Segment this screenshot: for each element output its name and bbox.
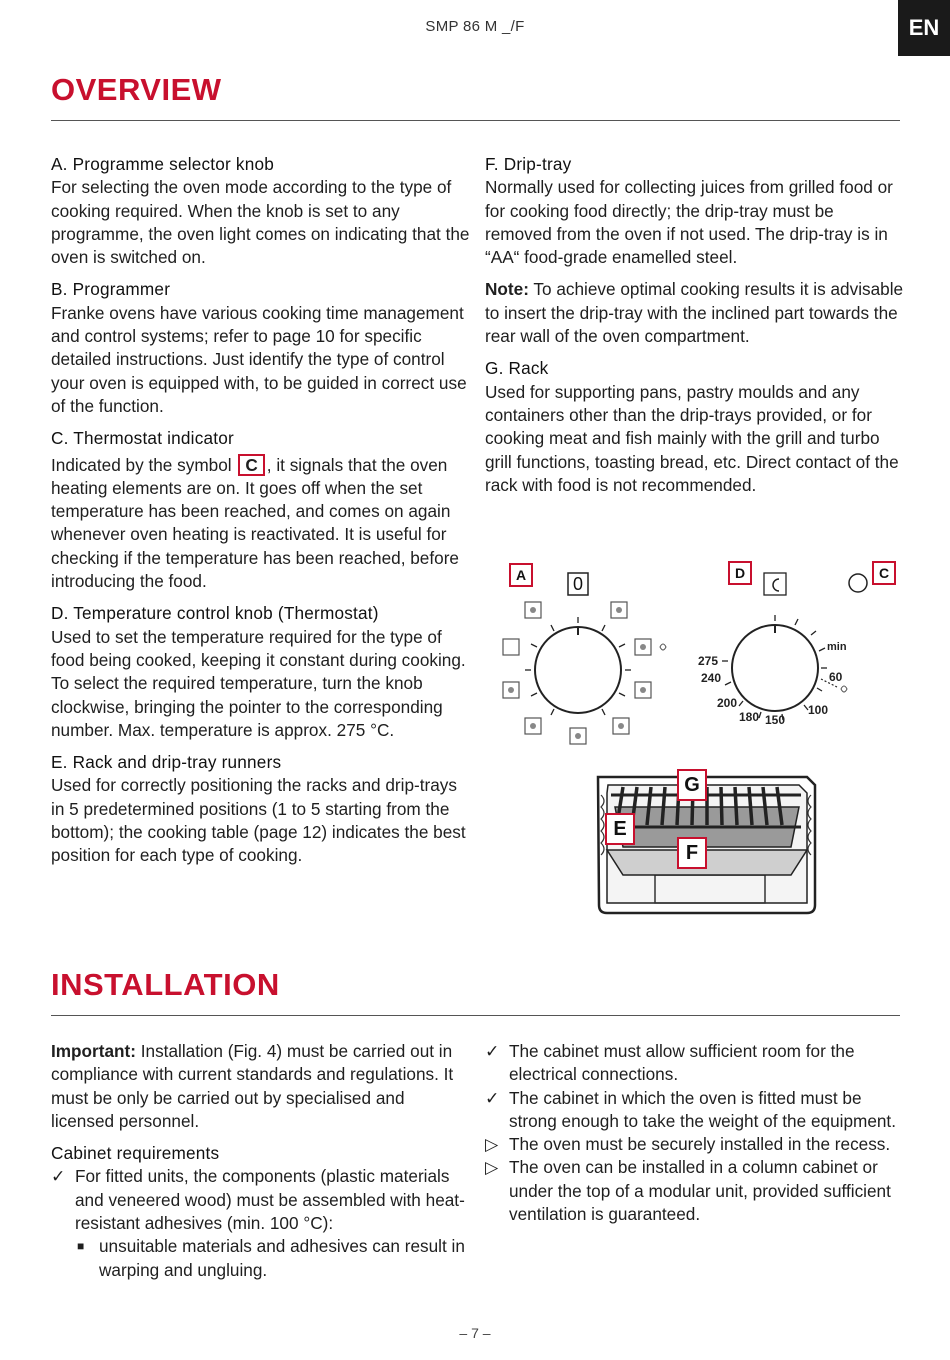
installation-left-column — [51, 1040, 471, 1282]
check-icon: ✓ — [485, 1041, 500, 1061]
important-text: Installation (Fig. 4) must be carried out in compliance with current standards and regulations. It must be only be carried out by specialised and licensed personnel. — [51, 1041, 454, 1131]
section-c-title: C. Thermostat indicator — [51, 428, 234, 449]
temp-275: 275 — [698, 654, 719, 668]
section-f-text: Normally used for collecting juices from grilled food or for cooking food directly; the drip-tray must be removed from the oven if not used. The drip-tray is in “AA“ food-grade enamelled steel. — [485, 177, 893, 268]
section-d-text: Used to set the temperature required for the type of food being cooked, keeping it constant during cooking. To select the required temperature, turn the knob clockwise, bringing the pointer to the corresponding number. Max. temperature is approx. 275 °C. — [51, 626, 466, 740]
note — [485, 278, 905, 348]
overview-title: OVERVIEW — [51, 72, 222, 107]
list-item — [51, 1165, 471, 1235]
installation-rule — [51, 1015, 900, 1016]
temp-100: 100 — [808, 703, 829, 717]
label-a: A — [509, 563, 533, 587]
temp-min: min — [827, 641, 847, 653]
overview-rule — [51, 120, 900, 121]
section-c — [51, 427, 471, 593]
cabinet-heading-block — [51, 1142, 471, 1165]
installation-right-column — [485, 1040, 905, 1226]
list-item — [485, 1133, 905, 1156]
section-g-title: G. Rack — [485, 358, 549, 379]
check-icon: ✓ — [51, 1166, 66, 1187]
section-d-title: D. Temperature control knob (Thermostat) — [51, 603, 379, 624]
section-e-text: Used for correctly positioning the racks and drip-trays in 5 predetermined positions (1 to 5 starting from the bottom); the cooking table (page 12) indicates the best position for each type of cooking. — [51, 775, 466, 866]
section-a — [51, 153, 471, 269]
section-f — [485, 153, 905, 269]
section-a-title: A. Programme selector knob — [51, 154, 274, 174]
list-item — [485, 1156, 905, 1226]
list-item — [485, 1040, 905, 1087]
section-c-text-post: , it signals that the oven heating elements are on. It goes off when the set temperature has been reached, and comes on again whenever oven heating is reactivated. It is useful for checking if the temperature has been reached, before introducing the food. — [51, 454, 459, 592]
list-item-text: The oven can be installed in a column cabinet or under the top of a modular unit, provided sufficient ventilation is guaranteed. — [509, 1157, 891, 1225]
list-item-text: The cabinet must allow sufficient room for the electrical connections. — [509, 1041, 855, 1085]
temp-240: 240 — [701, 671, 722, 685]
language-badge: EN — [898, 0, 950, 56]
label-g: G — [677, 769, 707, 801]
list-item — [75, 1235, 471, 1282]
cabinet-right-list — [485, 1040, 905, 1226]
section-g — [485, 357, 905, 497]
section-b-title: B. Programmer — [51, 279, 171, 300]
list-item-text: For fitted units, the components (plastic materials and veneered wood) must be assembled with heat-resistant adhesives (min. 100 °C): — [75, 1166, 465, 1234]
list-item-text: The cabinet in which the oven is fitted must be strong enough to take the weight of the equipment. — [509, 1087, 896, 1131]
square-bullet-icon: ■ — [77, 1239, 85, 1254]
note-text: To achieve optimal cooking results it is advisable to insert the drip-tray with the inclined part towards the rear wall of the oven compartment. — [485, 279, 904, 347]
oven-diagram — [495, 555, 905, 925]
installation-title: INSTALLATION — [51, 967, 280, 1002]
page-number: – 7 – — [459, 1325, 491, 1341]
thermostat-symbol: C — [238, 454, 264, 476]
temp-60: 60 — [829, 670, 843, 684]
overview-left-column — [51, 153, 471, 877]
list-item — [485, 1087, 905, 1134]
section-b-text: Franke ovens have various cooking time management and control systems; refer to page 10 for specific detailed instructions. Just identify the type of control your oven is equipped with, to be guided in correct use of the function. — [51, 302, 467, 416]
check-icon: ✓ — [485, 1087, 500, 1108]
section-b — [51, 278, 471, 418]
knob-zero-label: 0 — [572, 574, 584, 594]
label-e: E — [605, 813, 635, 845]
section-a-text: For selecting the oven mode according to the type of cooking required. When the knob is set to any programme, the oven light comes on indicating that the oven is switched on. — [51, 177, 470, 268]
cabinet-requirements-title: Cabinet requirements — [51, 1143, 220, 1164]
section-d — [51, 602, 471, 742]
temp-150: 150 — [765, 713, 786, 727]
section-e — [51, 751, 471, 867]
list-item-text: unsuitable materials and adhesives can result in warping and ungluing. — [99, 1236, 465, 1280]
thermostat-indicator-lamp — [849, 574, 867, 592]
drip-tray-shape — [607, 850, 807, 875]
programme-selector-knob — [503, 573, 666, 744]
label-f: F — [677, 837, 707, 869]
temp-180: 180 — [739, 710, 760, 724]
document-model: SMP 86 M _/F — [425, 18, 525, 35]
overview-right-column — [485, 153, 905, 506]
note-label: Note: — [485, 279, 529, 300]
section-e-title: E. Rack and drip-tray runners — [51, 752, 282, 773]
triangle-bullet-icon: ▷ — [485, 1157, 499, 1178]
cabinet-sub-list — [51, 1235, 471, 1282]
label-c: C — [872, 561, 896, 585]
section-f-title: F. Drip-tray — [485, 154, 572, 174]
triangle-bullet-icon: ▷ — [485, 1134, 499, 1155]
section-g-text: Used for supporting pans, pastry moulds and any containers other than the drip-trays provided, or for cooking meat and fish mainly with the grill and turbo grill functions, toasting bread, etc. Direct contact of the rack with food is not recommended. — [485, 381, 899, 495]
section-c-text-pre: Indicated by the symbol — [51, 454, 232, 475]
important-paragraph — [51, 1040, 471, 1133]
cabinet-left-list — [51, 1165, 471, 1235]
label-d: D — [728, 561, 752, 585]
important-label: Important: — [51, 1041, 136, 1061]
temp-200: 200 — [717, 696, 738, 710]
oven-overview-figure — [495, 555, 905, 925]
list-item-text: The oven must be securely installed in the recess. — [509, 1134, 891, 1155]
